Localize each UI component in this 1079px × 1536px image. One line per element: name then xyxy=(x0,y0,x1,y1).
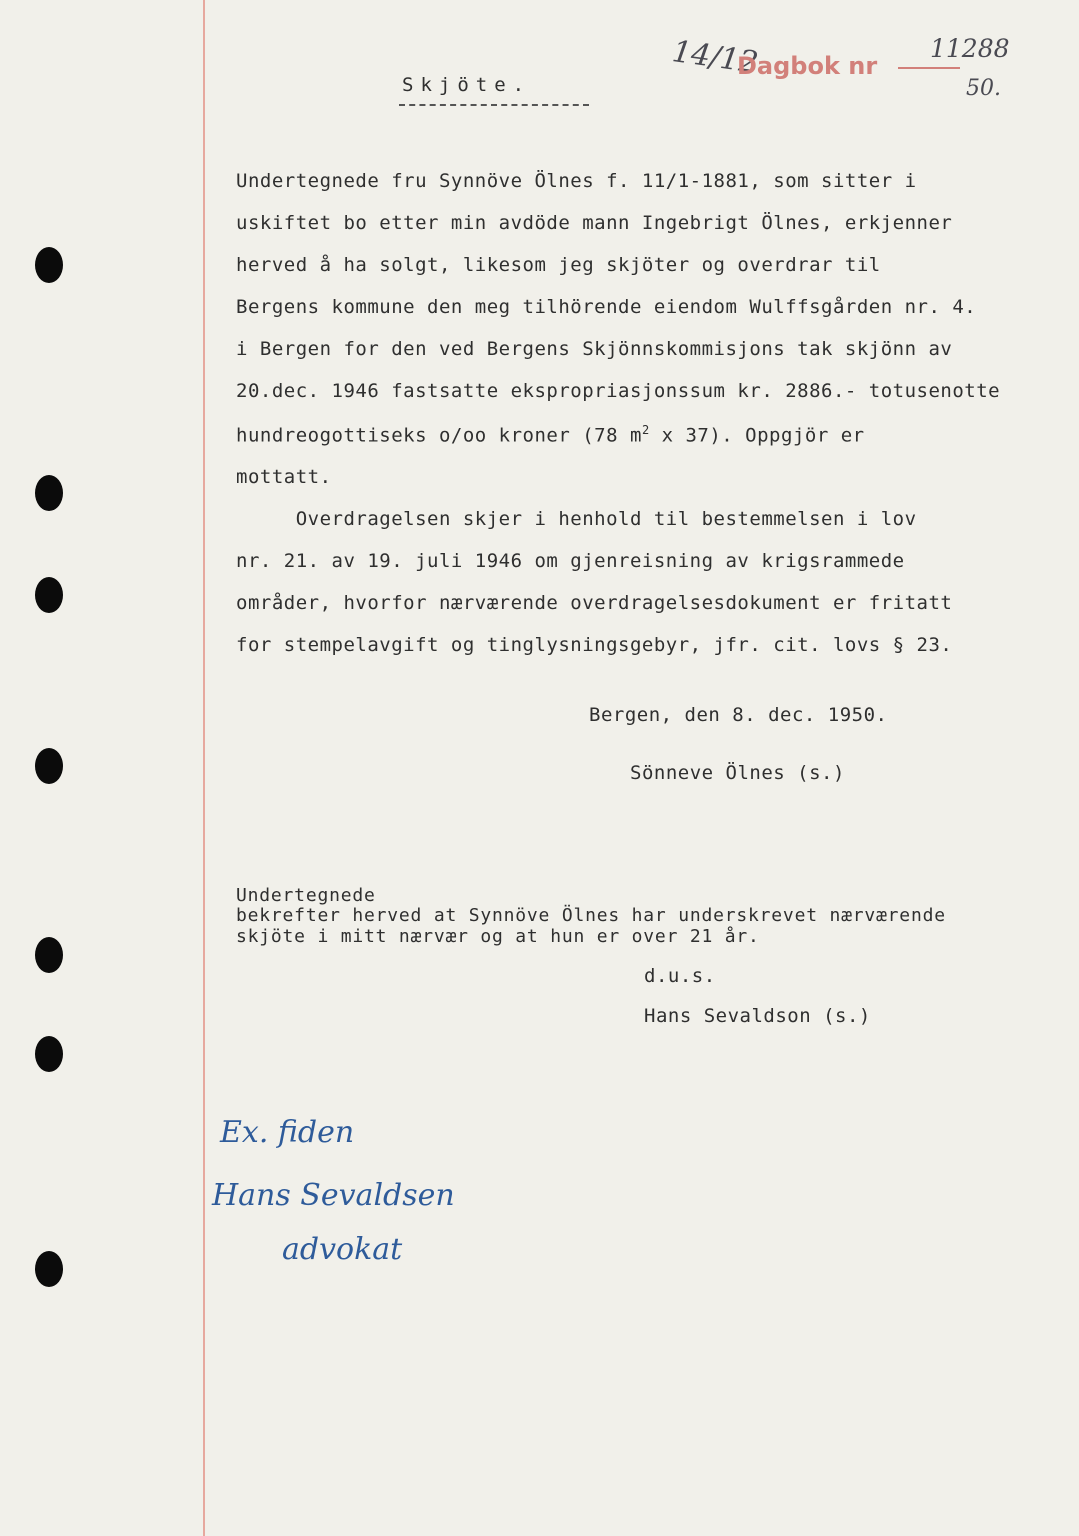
place-date: Bergen, den 8. dec. 1950. xyxy=(589,704,888,726)
handwritten-note-line: Hans Sevaldsen xyxy=(212,1178,455,1213)
body-line: 20.dec. 1946 fastsatte ekspropriasjonssum kr. 2886.- totusenotte xyxy=(236,380,1001,402)
punch-hole xyxy=(35,1036,63,1072)
handwritten-dagbok-number: 11288 xyxy=(930,34,1010,63)
margin-line xyxy=(203,0,205,1536)
dus-abbrev: d.u.s. xyxy=(644,965,716,987)
handwritten-date: 14/12 xyxy=(669,34,761,81)
superscript: 2 xyxy=(641,423,650,437)
body-line: herved å ha solgt, likesom jeg skjöter og overdrar til xyxy=(236,254,881,276)
body-line-text: x 37). Oppgjör er xyxy=(649,424,865,447)
witness-signature: Hans Sevaldson (s.) xyxy=(644,1005,871,1027)
body-line: nr. 21. av 19. juli 1946 om gjenreisning av krigsrammede xyxy=(236,550,905,572)
handwritten-note-line: Ex. fiden xyxy=(220,1115,355,1150)
body-line-text: hundreogottiseks o/oo kroner (78 m xyxy=(236,424,642,447)
body-line: i Bergen for den ved Bergens Skjönnskommisjons tak skjönn av xyxy=(236,338,953,360)
stamp-strike xyxy=(898,67,960,69)
punch-hole xyxy=(35,748,63,784)
handwritten-note-line: advokat xyxy=(282,1232,403,1267)
punch-hole xyxy=(35,937,63,973)
body-line: områder, hvorfor nærværende overdragelsesdokument er fritatt xyxy=(236,592,953,614)
title-underline xyxy=(399,104,589,106)
witness-line: Undertegnede xyxy=(236,885,376,906)
body-line: Bergens kommune den meg tilhörende eiendom Wulffsgården nr. 4. xyxy=(236,296,977,318)
dagbok-stamp: Dagbok nr xyxy=(737,52,878,80)
document-title: Skjöte. xyxy=(402,74,532,96)
punch-hole xyxy=(35,247,63,283)
body-line: Overdragelsen skjer i henhold til bestemmelsen i lov xyxy=(236,508,917,530)
witness-line: bekrefter herved at Synnöve Ölnes har underskrevet nærværende xyxy=(236,905,946,926)
body-line: uskiftet bo etter min avdöde mann Ingebrigt Ölnes, erkjenner xyxy=(236,212,953,234)
punch-hole xyxy=(35,577,63,613)
punch-hole xyxy=(35,1251,63,1287)
body-line: for stempelavgift og tinglysningsgebyr, jfr. cit. lovs § 23. xyxy=(236,634,953,656)
body-line: Undertegnede fru Synnöve Ölnes f. 11/1-1881, som sitter i xyxy=(236,170,917,192)
handwritten-year: 50. xyxy=(966,76,1001,101)
witness-line: skjöte i mitt nærvær og at hun er over 21 år. xyxy=(236,926,760,947)
body-line: mottatt. xyxy=(236,466,332,488)
punch-hole xyxy=(35,475,63,511)
body-line xyxy=(236,423,865,446)
seller-signature: Sönneve Ölnes (s.) xyxy=(630,762,845,784)
